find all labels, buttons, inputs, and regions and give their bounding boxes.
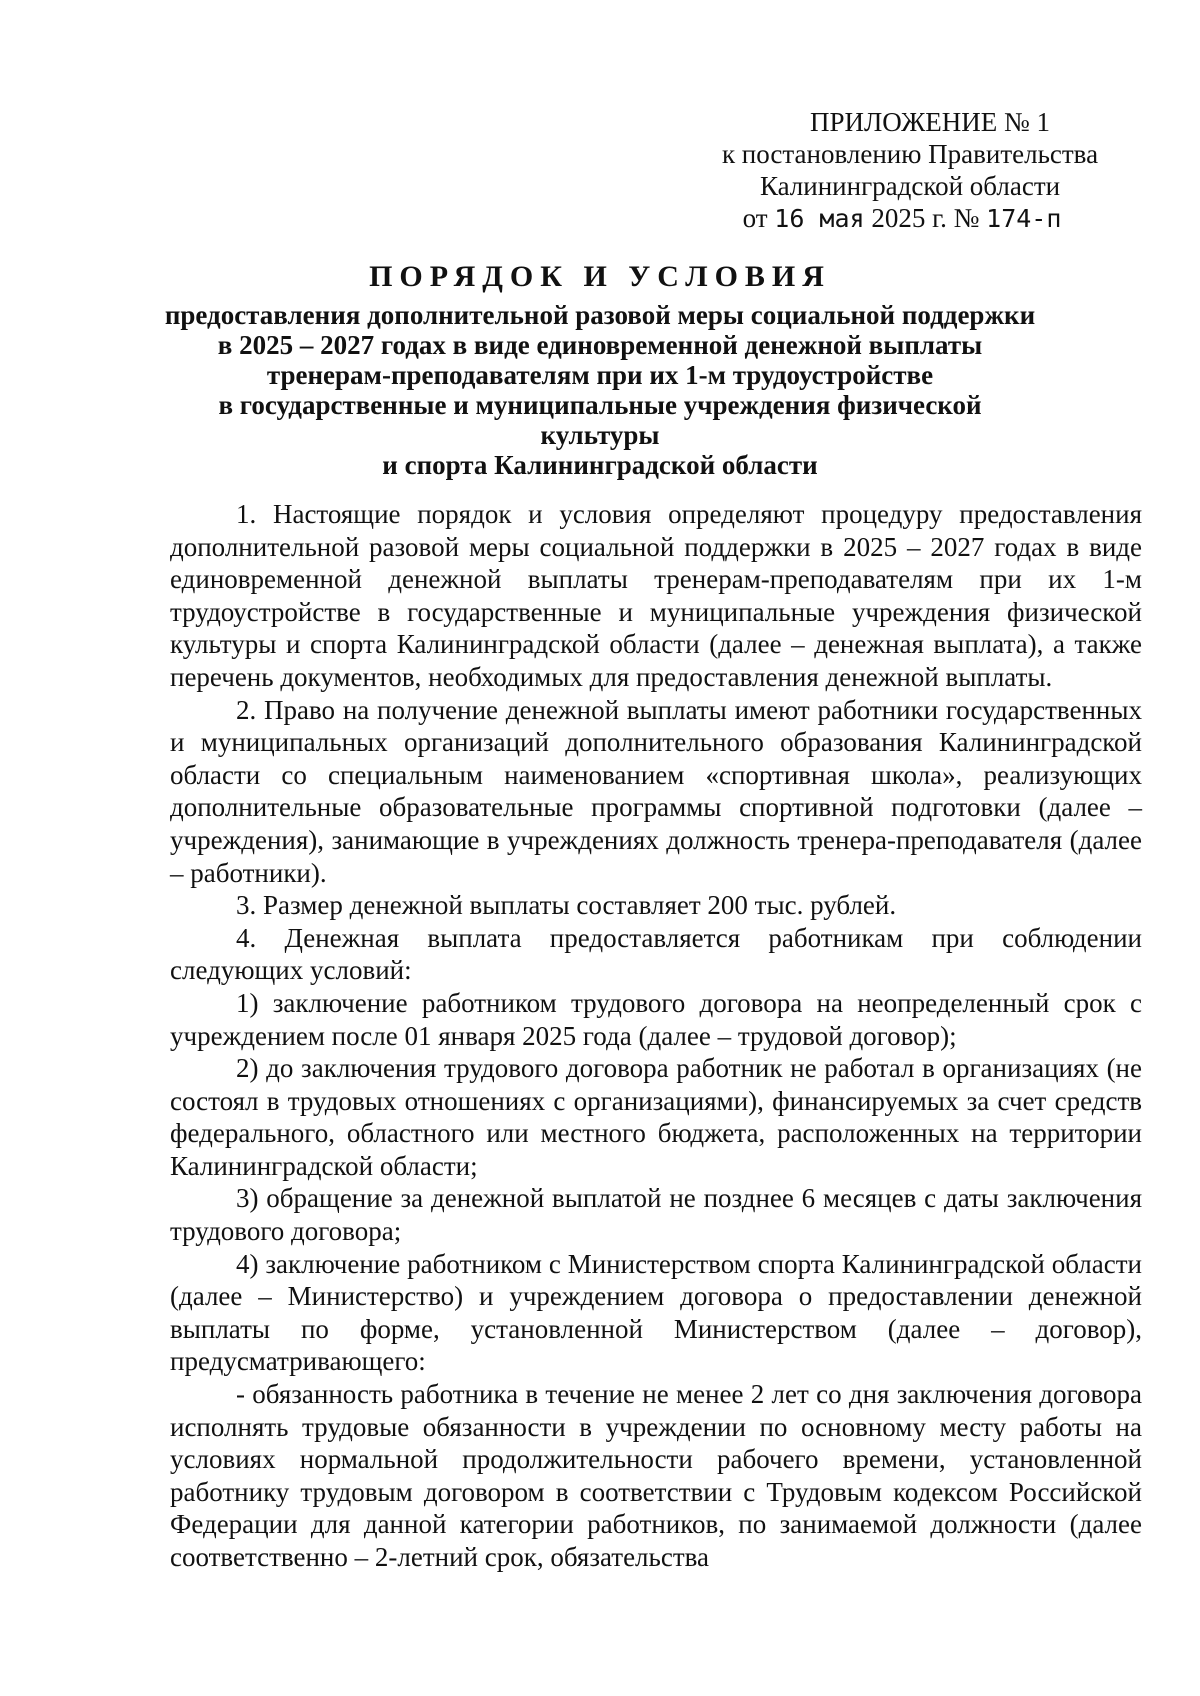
title-subtitle-line: в государственные и муниципальные учреждения физической культуры: [218, 390, 982, 450]
appendix-number: ПРИЛОЖЕНИЕ № 1: [809, 107, 1051, 137]
condition-3: 3) обращение за денежной выплатой не позднее 6 месяцев с даты заключения трудового договора;: [170, 1183, 1142, 1247]
paragraph-4: 4. Денежная выплата предоставляется работникам при соблюдении следующих условий:: [170, 922, 1142, 986]
appendix-date-prefix: от: [742, 203, 768, 233]
title-subtitle-line: и спорта Калининградской области: [382, 450, 818, 480]
appendix-resolution-number: 174-п: [986, 204, 1062, 233]
condition-1: 1) заключение работником трудового договора на неопределенный срок с учреждением после 01 января 2025 года (далее – трудовой договор);: [170, 987, 1142, 1051]
title-main: ПОРЯДОК И УСЛОВИЯ: [369, 260, 831, 293]
obligation-item: - обязанность работника в течение не менее 2 лет со дня заключения договора исполнять трудовые обязанности в учреждении по основному месту работы на условиях нормальной продолжительности рабочего времени, установленной работнику трудовым договором в соответствии с Трудовым кодексом Российской Федерации для данной категории работников, по занимаемой должности (далее соответственно – 2-летний срок, обязательства: [170, 1379, 1142, 1572]
document-body: [170, 498, 1142, 1574]
appendix-date-line: [664, 202, 1140, 235]
appendix-year: 2025 г. №: [871, 203, 980, 233]
title-subtitle-line: предоставления дополнительной разовой меры социальной поддержки: [164, 300, 1036, 330]
paragraph-1: 1. Настоящие порядок и условия определяют процедуру предоставления дополнительной разовой меры социальной поддержки в 2025 – 2027 годах в виде единовременной денежной выплаты тренерам-преподавателям при их 1-м трудоустройстве в государственные и муниципальные учреждения физической культуры и спорта Калининградской области (далее – денежная выплата), а также перечень документов, необходимых для предоставления денежной выплаты.: [170, 499, 1142, 692]
title-subtitle-line: тренерам-преподавателям при их 1-м трудоустройстве: [266, 360, 934, 390]
appendix-date: 16 мая: [774, 204, 865, 233]
condition-4: 4) заключение работником с Министерством спорта Калининградской области (далее – Министерство) и учреждением договора о предоставлении денежной выплаты по форме, установленной Министерством (далее – договор), предусматривающего:: [170, 1248, 1142, 1377]
condition-2: 2) до заключения трудового договора работник не работал в организациях (не состоял в трудовых отношениях с организациями), финансируемых за счет средств федерального, областного или местного бюджета, расположенных на территории Калининградской области;: [170, 1053, 1142, 1181]
appendix-header: [680, 106, 1140, 235]
appendix-resolution: к постановлению Правительства: [721, 139, 1099, 169]
paragraph-3: 3. Размер денежной выплаты составляет 200 тыс. рублей.: [236, 890, 897, 921]
title-subtitle-line: в 2025 – 2027 годах в виде единовременной денежной выплаты: [217, 330, 983, 360]
paragraph-2: 2. Право на получение денежной выплаты имеют работники государственных и муниципальных организаций дополнительного образования Калининградской области со специальным наименованием «спортивная школа», реализующих дополнительные образовательные программы спортивной подготовки (далее – учреждения), занимающие в учреждениях должность тренера-преподавателя (далее – работники).: [170, 694, 1142, 888]
appendix-region: Калининградской области: [759, 171, 1061, 201]
document-title: [160, 262, 1040, 480]
